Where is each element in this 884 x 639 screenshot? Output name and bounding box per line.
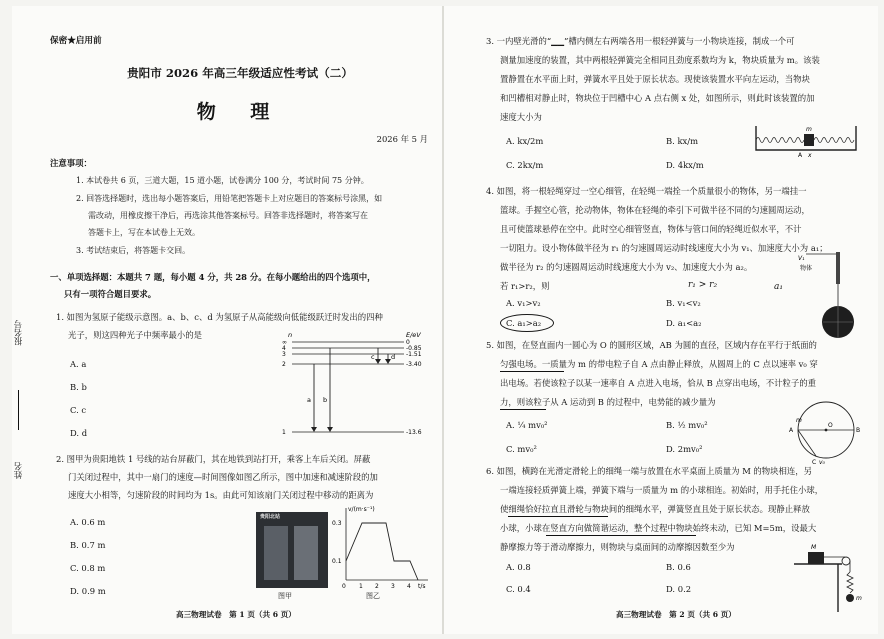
q5-text-2: 匀强电场。一质量为 m 的带电粒子自 A 点由静止释放，从圆周上的 C 点以速率 v₀ 穿: [500, 359, 818, 369]
q5-underline-1: [500, 371, 564, 372]
q2-text-1: 2. 图甲为贵阳地铁 1 号线的站台屏蔽门，其在地铁到站打开，乘客上车后关闭。屏蔽: [56, 454, 371, 464]
q1-option-b: B. b: [70, 382, 87, 392]
vt-graph: [332, 504, 432, 590]
xtick-4: 4: [407, 583, 411, 590]
m-label: m: [796, 417, 802, 424]
n-1: 1: [282, 429, 286, 436]
hand-note-r: r₁ > r₂: [688, 280, 718, 290]
q3-text-3: 置静置在水平面上时，弹簧水平且处于原长状态。现使该装置水平向左运动，当物块: [500, 74, 810, 84]
q4-answer-circle: [500, 314, 554, 332]
b-label: B: [856, 427, 861, 434]
x-label: x: [808, 152, 812, 158]
q5-text-3: 出电场。若使该粒子以某一速率自 A 点进入电场，恰从 B 点穿出电场，不计粒子的重: [500, 378, 816, 388]
footer-left: 高三物理试卷 第 1 页（共 6 页）: [176, 610, 296, 619]
q4-option-a: A. v₁>v₂: [506, 298, 541, 308]
xtick-3: 3: [391, 583, 395, 590]
q3-option-a: A. kx/2m: [506, 136, 544, 146]
e-4: -0.85: [406, 345, 422, 352]
xtick-1: 1: [359, 583, 363, 590]
n-inf: ∞: [282, 339, 287, 346]
q1-text-2: 光子，则这四种光子中频率最小的是: [68, 330, 202, 340]
q5-underline-2: [500, 409, 546, 410]
q3-text-4: 和凹槽相对静止时，物块位于凹槽中心 A 点右侧 x 处，如图所示，则此时该装置的加: [500, 93, 815, 103]
q1-option-c: C. c: [70, 405, 87, 415]
q3-option-b: B. kx/m: [666, 136, 699, 146]
q3-text-1: 3. 一内壁光滑的“▁▁”槽内侧左右两端各用一根轻弹簧与一小物块连接，制成一个可: [486, 36, 795, 46]
note-3: 3. 考试结束后，将答题卡交回。: [76, 246, 191, 255]
n-2: 2: [282, 361, 286, 368]
graph-ylabel: v/(m·s⁻¹): [348, 506, 375, 513]
q6-text-4: 小球，小球在竖直方向做简谐运动，整个过程中物块始终未动，已知 M=5m，设最大: [500, 523, 817, 533]
arrow-c-head: [375, 359, 381, 364]
q6-option-c: C. 0.4: [506, 584, 531, 594]
spring: [847, 572, 853, 593]
q2-text-3: 速度大小相等，匀速阶段的时间均为 1s。由此可知该扇门关闭过程中移动的距离为: [68, 490, 374, 500]
block-label: m: [806, 126, 812, 133]
m-ball-label: m: [856, 595, 862, 602]
label-b: b: [323, 396, 328, 404]
section-1-heading: 一、单项选择题：本题共 7 题，每小题 4 分，共 28 分。在每小题给出的四个选项中，: [50, 272, 376, 282]
q6-underline-1: [508, 516, 608, 517]
q2-option-a: A. 0.6 m: [70, 517, 106, 527]
label-c: c: [371, 353, 375, 361]
q3-option-c: C. 2kx/m: [506, 160, 544, 170]
footer-right: 高三物理试卷 第 2 页（共 6 页）: [616, 610, 736, 619]
n-axis-label: n: [288, 331, 293, 339]
q4-text-3: 且可使篮球悬停在空中。此时空心细管竖直，物体与管口间的轻绳近似水平，不计: [500, 224, 802, 234]
q2-option-c: C. 0.8 m: [70, 563, 106, 573]
q6-text-3: 使细绳恰好拉直且滑轮与物块间的细绳水平，弹簧竖直且处于原长状态。现静止释放: [500, 504, 810, 514]
n-4: 4: [282, 345, 286, 352]
exam-title: 贵阳市 2026 年高三年级适应性考试（二）: [127, 66, 353, 80]
q5-option-c: C. mv₀²: [506, 444, 537, 454]
q1-text-1: 1. 如图为氢原子能级示意图。a、b、c、d 为氢原子从高能级向低能级跃迁时发出的四种: [56, 312, 383, 322]
xtick-2: 2: [375, 583, 379, 590]
q5-option-a: A. ¼ mv₀²: [506, 420, 548, 430]
reg-line: [18, 390, 20, 430]
q6-underline-2: [546, 535, 696, 536]
q5-text-4: 力，则该粒子从 A 运动到 B 的过程中，电势能的减少量为: [500, 397, 716, 407]
label-a: a: [307, 396, 311, 404]
q4-text-4: 一切阻力。设小物体做半径为 r₁ 的匀速圆周运动时线速度大小为 v₁、加速度大小为 a₁；: [500, 243, 828, 253]
block-m: [804, 134, 814, 146]
q3-text-2: 测量加速度的装置，其中两根轻弹簧完全相同且劲度系数均为 k，物块质量为 m。该装: [500, 55, 820, 65]
point-a-label: A: [798, 152, 803, 158]
door-right: [294, 526, 318, 580]
page-fold: [442, 6, 444, 634]
exam-date: 2026 年 5 月: [376, 134, 428, 144]
hand-note-a: a₁: [774, 282, 783, 292]
object-label: 物体: [800, 265, 813, 272]
e-3: -1.51: [406, 351, 422, 358]
q1-option-a: A. a: [70, 359, 87, 369]
v0-label: v₀: [819, 459, 825, 466]
n-3: 3: [282, 351, 286, 358]
energy-level-diagram: [278, 328, 430, 440]
c-label: C: [812, 459, 817, 466]
q4-text-5: 做半径为 r₂ 的匀速圆周运动时线速度大小为 v₂、加速度大小为 a₂。: [500, 262, 753, 272]
ytick-0-1: 0.1: [332, 558, 342, 565]
o-label: O: [828, 422, 833, 429]
q5-option-d: D. 2mv₀²: [666, 444, 703, 454]
pulley: [842, 557, 850, 565]
pulley-spring-diagram: [790, 536, 862, 616]
section-1-heading-2: 只有一项符合题目要求。: [64, 289, 157, 299]
left-spring: [756, 138, 804, 143]
q6-option-d: D. 0.2: [666, 584, 692, 594]
secret-mark: 保密★启用前: [50, 36, 102, 46]
center-o: [825, 429, 828, 432]
ytick-0-3: 0.3: [332, 520, 342, 527]
note-1: 1. 本试卷共 6 页，三道大题，15 道小题，试卷满分 100 分，考试时间 75 分钟。: [76, 176, 369, 185]
note-2: 2. 回答选择题时，选出每小题答案后，用铅笔把答题卡上对应题目的答案标号涂黑，如: [76, 194, 383, 203]
q5-option-b: B. ½ mv₀²: [666, 420, 708, 430]
note-2c: 答题卡上，写在本试卷上无效。: [88, 228, 200, 237]
q4-option-c: C. a₁>a₂: [506, 318, 542, 328]
note-2b: 需改动，用橡皮擦干净后，再选涂其他答案标号。回答非选择题时，将答案写在: [88, 211, 368, 220]
v1-label: V₁: [798, 255, 805, 262]
q4-text-2: 篮球。手握空心管，抡动物体，物体在轻绳的牵引下可做半径不同的匀速圆周运动，: [500, 205, 810, 215]
q4-text-1: 4. 如图，将一根轻绳穿过一空心细管，在轻绳一端拴一个质量很小的物体，另一端挂一: [486, 186, 807, 196]
e-inf: 0: [406, 339, 410, 346]
q6-text-5: 静摩擦力等于滑动摩擦力，则物块与桌面间的动摩擦因数至少为: [500, 542, 735, 552]
hollow-tube: [836, 252, 840, 284]
electric-field-circle-diagram: [786, 392, 864, 466]
reg-number-label: 报名号: [13, 320, 23, 346]
q3-option-d: D. 4kx/m: [666, 160, 704, 170]
name-label: 姓名: [13, 462, 23, 479]
M-label: M: [811, 544, 817, 551]
e-2: -3.40: [406, 361, 422, 368]
ball-m: [846, 594, 854, 602]
screen-door-photo: [256, 512, 328, 588]
graph-xlabel: t/s: [418, 583, 426, 590]
vt-series-line: [346, 523, 418, 580]
notes-heading: 注意事项：: [50, 158, 92, 168]
q5-text-1: 5. 如图，在竖直面内一圆心为 O 的圆形区域，AB 为圆的直径，区域内存在平行于纸面的: [486, 340, 817, 350]
arrow-b-head: [327, 427, 333, 432]
q6-option-a: A. 0.8: [506, 562, 531, 572]
block-M: [808, 552, 824, 564]
q4-option-b: B. v₁<v₂: [666, 298, 701, 308]
right-spring: [814, 138, 854, 143]
door-left: [264, 526, 288, 580]
xtick-0: 0: [342, 583, 346, 590]
station-sign: 贵阳北站: [260, 514, 281, 520]
q2-option-d: D. 0.9 m: [70, 586, 106, 596]
q3-text-5: 速度大小为: [500, 112, 542, 122]
q6-option-b: B. 0.6: [666, 562, 691, 572]
subject-title: 物 理: [196, 101, 284, 123]
a-label: A: [789, 427, 794, 434]
q2-text-2: 门关闭过程中，其中一扇门的速度—时间图像如图乙所示，图中加速和减速阶段的加: [68, 472, 378, 482]
q2-option-b: B. 0.7 m: [70, 540, 106, 550]
q6-text-2: 一端连接轻质弹簧上端，弹簧下端与一质量为 m 的小球相连。初始时，用手托住小球，: [500, 485, 824, 495]
q1-option-d: D. d: [70, 428, 88, 438]
label-d: d: [391, 353, 396, 361]
basketball-diagram: [796, 248, 862, 340]
spring-trough-diagram: [752, 118, 862, 158]
e-axis-label: E/eV: [406, 331, 421, 339]
fig-a-caption: 图甲: [278, 592, 292, 600]
q6-text-1: 6. 如图，横跨在光滑定滑轮上的细绳一端与放置在水平桌面上质量为 M 的物块相连，另: [486, 466, 813, 476]
e-1: -13.6: [406, 429, 422, 436]
q4-text-6: 若 r₁>r₂，则: [500, 281, 550, 291]
fig-b-caption: 图乙: [366, 592, 380, 600]
arrow-a-head: [311, 427, 317, 432]
q4-option-d: D. a₁<a₂: [666, 318, 702, 328]
